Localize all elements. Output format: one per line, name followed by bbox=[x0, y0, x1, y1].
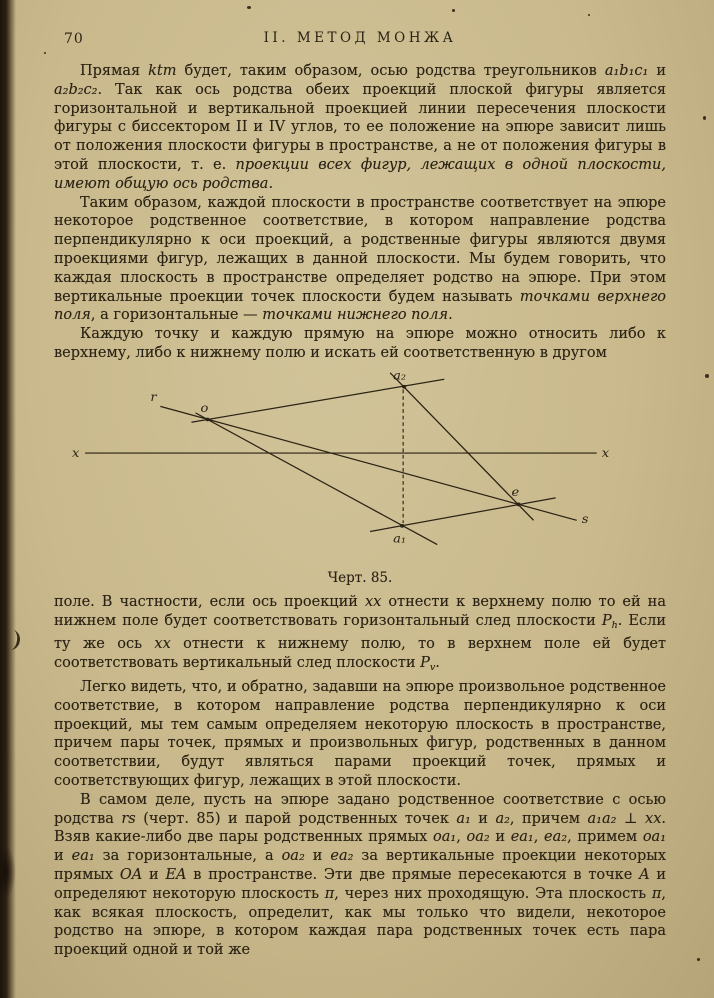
paragraph: Легко видеть, что, и обратно, задавши на эпюре произвольное родственное соответствие, в котором направление родства перпендикулярно к оси проекций, мы тем самым определяем некоторую плоскость в пространстве, причем пары точек, прямых и произвольных фигур, родственных в данном соответствии, будут являться парами проекций точек, прямых и соответствующих фигур, лежащих в этой плоскости. bbox=[54, 678, 666, 789]
text-column bbox=[54, 62, 666, 960]
ink-speck bbox=[705, 374, 709, 378]
label-e: e bbox=[511, 484, 520, 499]
paragraph: Каждую точку и каждую прямую на эпюре можно относить либо к верхнему, либо к нижнему полю и искать ей соответственную в другом bbox=[54, 326, 666, 361]
ink-speck bbox=[703, 116, 706, 120]
label-o: o bbox=[200, 400, 209, 415]
figure-chert-85 bbox=[54, 369, 666, 586]
geometry-diagram bbox=[54, 369, 666, 567]
ink-speck bbox=[452, 9, 455, 12]
label-a2: a₂ bbox=[393, 368, 407, 382]
ink-speck bbox=[44, 52, 46, 54]
ink-mark bbox=[5, 629, 22, 651]
ink-blob bbox=[0, 846, 16, 898]
point-a2 bbox=[402, 385, 406, 389]
label-x-right: x bbox=[601, 444, 610, 460]
page-number: 70 bbox=[64, 31, 84, 47]
text-block-top bbox=[54, 62, 666, 363]
label-x-left: x bbox=[72, 444, 80, 460]
point-o bbox=[205, 417, 209, 421]
label-r: r bbox=[150, 388, 157, 404]
label-a1: a₁ bbox=[393, 530, 407, 546]
ink-speck bbox=[697, 958, 700, 961]
point-e bbox=[517, 502, 521, 506]
running-title: II. МЕТОД МОНЖА bbox=[263, 30, 457, 46]
text-block-bottom bbox=[54, 593, 666, 960]
point-a1 bbox=[400, 524, 404, 528]
paragraph: Прямая ktm будет, таким образом, осью родства треугольников a₁b₁c₁ и a₂b₂c₂. Так как ось родства обеих проекций плоской фигуры является горизонтальной и вертикальной проекцией линии пересечения плоскости фигуры с биссектором II и IV углов, то ее положение на эпюре зависит лишь от положения плоскости фигуры в пространстве, а не от положения фигуры в этой плоскости, т. е. проекции всех фигур, лежащих в одной плоскости, имеют общую ось родства. bbox=[54, 63, 666, 192]
affinity-axis-rs-line bbox=[160, 406, 576, 520]
figure-caption: Черт. 85. bbox=[327, 569, 393, 586]
page-header bbox=[54, 30, 666, 50]
label-s: s bbox=[581, 511, 589, 526]
line-o-a2 bbox=[191, 379, 444, 422]
paragraph: В самом деле, пусть на эпюре задано родственное соответствие с осью родства rs (черт. 85) и парой родственных точек a₁ и a₂, причем a₁a₂ ⊥ xx. Взяв какие-либо две пары родственных прямых oa₁, oa₂ и ea₁, ea₂, примем oa₁ и ea₁ за горизонтальные, а oa₂ и ea₂ за вертикальные проекции некоторых прямых OA и EA в пространстве. Эти две прямые пересекаются в точке A и определяют некоторую плоскость π, через них проходящую. Эта плоскость π, как всякая плоскость, определит, как мы только что видели, некоторое родство на эпюре, в котором каждая пара родственных точек есть пара проекций одной и той же bbox=[54, 791, 667, 959]
paragraph: поле. В частности, если ось проекций xx отнести к верхнему полю то ей на нижнем поле будет соответствовать горизонтальный след плоскости $P_h$. Если ту же ось xx отнести к нижнему полю, то в верхнем поле ей будет соответствовать вертикальный след плоскости $P_v$. bbox=[54, 593, 666, 674]
paragraph: Таким образом, каждой плоскости в пространстве соответствует на эпюре некоторое родственное соответствие, в котором направление родства перпендикулярно к оси проекций, а родственные фигуры являются двумя проекциями фигур, лежащих в данной плоскости. Мы будем говорить, что каждая плоскость в пространстве определяет родство на эпюре. При этом вертикальные проекции точек плоскости будем называть точками верхнего поля, а горизонтальные — точками нижнего поля. bbox=[54, 194, 666, 324]
ink-speck bbox=[247, 6, 251, 9]
ink-speck bbox=[588, 14, 590, 16]
